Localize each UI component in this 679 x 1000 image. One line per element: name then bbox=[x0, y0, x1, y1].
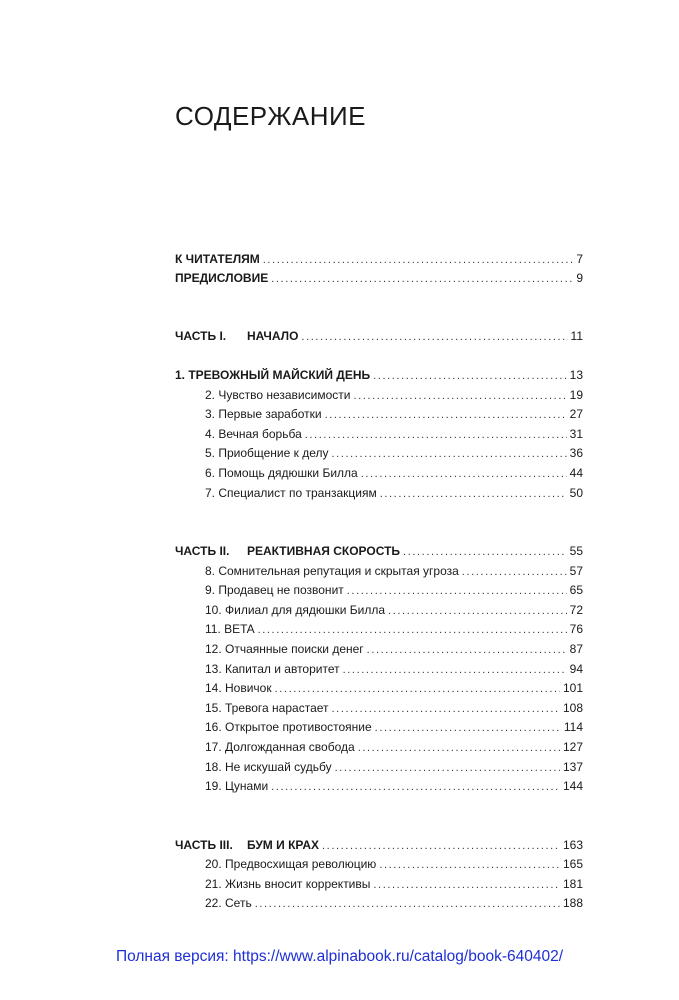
toc-page-number: 50 bbox=[569, 486, 583, 500]
toc-page-number: 163 bbox=[562, 838, 583, 852]
toc-dot-leader bbox=[305, 426, 567, 444]
toc-chapter-21[interactable] bbox=[205, 875, 583, 893]
toc-page-number: 72 bbox=[569, 603, 583, 617]
toc-page-number: 181 bbox=[562, 877, 583, 891]
toc-part-1[interactable] bbox=[175, 327, 583, 345]
toc-page-number: 101 bbox=[562, 681, 583, 695]
toc-chapter-20[interactable] bbox=[205, 855, 583, 873]
toc-dot-leader bbox=[462, 563, 567, 581]
toc-entry-title: ПРЕДИСЛОВИЕ bbox=[175, 271, 269, 285]
toc-entry-title: 1. ТРЕВОЖНЫЙ МАЙСКИЙ ДЕНЬ bbox=[175, 368, 371, 382]
toc-chapter-9[interactable] bbox=[205, 581, 583, 599]
toc-chapter-7[interactable] bbox=[205, 484, 583, 502]
toc-chapter-1[interactable] bbox=[175, 366, 583, 384]
toc-entry-title: 11. BETA bbox=[205, 622, 255, 636]
toc-entry-title: 12. Отчаянные поиски денег bbox=[205, 642, 364, 656]
toc-dot-leader bbox=[361, 465, 567, 483]
toc-entry-title: 5. Приобщение к делу bbox=[205, 446, 329, 460]
toc-dot-leader bbox=[332, 700, 560, 718]
toc-part-label: ЧАСТЬ III. bbox=[175, 838, 233, 852]
toc-page-number: 144 bbox=[562, 779, 583, 793]
toc-page-number: 31 bbox=[569, 427, 583, 441]
toc-entry-title: БУМ И КРАХ bbox=[247, 838, 320, 852]
toc-chapter-8[interactable] bbox=[205, 562, 583, 580]
toc-entry-title: 2. Чувство независимости bbox=[205, 388, 351, 402]
page-title: СОДЕРЖАНИЕ bbox=[175, 101, 367, 131]
toc-entry-title: РЕАКТИВНАЯ СКОРОСТЬ bbox=[247, 544, 401, 558]
toc-entry-title: 22. Сеть bbox=[205, 896, 252, 910]
toc-part-label: ЧАСТЬ II. bbox=[175, 544, 230, 558]
toc-dot-leader bbox=[375, 719, 561, 737]
toc-page-number: 108 bbox=[562, 701, 583, 715]
toc-part-3[interactable] bbox=[175, 836, 583, 854]
toc-dot-leader bbox=[373, 367, 566, 385]
toc-entry-title: 18. Не искушай судьбу bbox=[205, 760, 332, 774]
toc-entry-title: 19. Цунами bbox=[205, 779, 269, 793]
toc-page-number: 127 bbox=[562, 740, 583, 754]
toc-page-number: 11 bbox=[570, 329, 583, 343]
toc-page-number: 27 bbox=[569, 407, 583, 421]
toc-page-number: 87 bbox=[569, 642, 583, 656]
toc-dot-leader bbox=[388, 602, 567, 620]
toc-dot-leader bbox=[322, 837, 560, 855]
toc-page-number: 94 bbox=[569, 662, 583, 676]
toc-entry-title: 8. Сомнительная репутация и скрытая угроза bbox=[205, 564, 459, 578]
toc-dot-leader bbox=[353, 387, 566, 405]
toc-dot-leader bbox=[325, 406, 567, 424]
toc-chapter-16[interactable] bbox=[205, 718, 583, 736]
toc-page-number: 36 bbox=[569, 446, 583, 460]
toc-page-number: 9 bbox=[576, 271, 583, 285]
toc-chapter-13[interactable] bbox=[205, 660, 583, 678]
toc-dot-leader bbox=[271, 778, 560, 796]
toc-dot-leader bbox=[301, 328, 567, 346]
toc-part-2[interactable] bbox=[175, 542, 583, 560]
toc-chapter-11[interactable] bbox=[205, 620, 583, 638]
toc-dot-leader bbox=[379, 856, 560, 874]
toc-chapter-17[interactable] bbox=[205, 738, 583, 756]
toc-page-number: 57 bbox=[569, 564, 583, 578]
toc-entry-title: 6. Помощь дядюшки Билла bbox=[205, 466, 358, 480]
toc-page-number: 13 bbox=[569, 368, 583, 382]
toc-chapter-14[interactable] bbox=[205, 679, 583, 697]
full-version-link[interactable]: Полная версия: https://www.alpinabook.ru/catalog/book-640402/ bbox=[115, 948, 564, 965]
toc-entry-title: НАЧАЛО bbox=[247, 329, 299, 343]
toc-page-number: 137 bbox=[562, 760, 583, 774]
toc-entry-title: 17. Долгожданная свобода bbox=[205, 740, 355, 754]
toc-dot-leader bbox=[403, 543, 567, 561]
toc-dot-leader bbox=[275, 680, 560, 698]
toc-chapter-12[interactable] bbox=[205, 640, 583, 658]
toc-page-number: 188 bbox=[562, 896, 583, 910]
toc-entry-title: 10. Филиал для дядюшки Билла bbox=[205, 603, 386, 617]
toc-page-number: 165 bbox=[562, 857, 583, 871]
toc-entry-title: 7. Специалист по транзакциям bbox=[205, 486, 377, 500]
toc-entry-title: 20. Предвосхищая революцию bbox=[205, 857, 377, 871]
toc-dot-leader bbox=[271, 270, 573, 288]
toc-dot-leader bbox=[358, 739, 560, 757]
toc-entry-title: 13. Капитал и авторитет bbox=[205, 662, 340, 676]
toc-chapter-10[interactable] bbox=[205, 601, 583, 619]
toc-dot-leader bbox=[332, 445, 567, 463]
toc-page-number: 65 bbox=[569, 583, 583, 597]
toc-entry-title: 15. Тревога нарастает bbox=[205, 701, 329, 715]
toc-chapter-18[interactable] bbox=[205, 758, 583, 776]
toc-dot-leader bbox=[367, 641, 567, 659]
toc-entry-title: К ЧИТАТЕЛЯМ bbox=[175, 252, 260, 266]
toc-entry-to-readers[interactable] bbox=[175, 250, 583, 268]
toc-entry-title: 3. Первые заработки bbox=[205, 407, 322, 421]
toc-chapter-5[interactable] bbox=[205, 444, 583, 462]
toc-chapter-2[interactable] bbox=[205, 386, 583, 404]
toc-page-number: 19 bbox=[569, 388, 583, 402]
toc-chapter-3[interactable] bbox=[205, 405, 583, 423]
toc-dot-leader bbox=[343, 661, 567, 679]
toc-page-number: 44 bbox=[569, 466, 583, 480]
toc-page-number: 76 bbox=[569, 622, 583, 636]
toc-entry-title: 9. Продавец не позвонит bbox=[205, 583, 344, 597]
toc-chapter-15[interactable] bbox=[205, 699, 583, 717]
toc-entry-title: 4. Вечная борьба bbox=[205, 427, 302, 441]
toc-entry-preface[interactable] bbox=[175, 269, 583, 287]
toc-dot-leader bbox=[347, 582, 567, 600]
toc-dot-leader bbox=[335, 759, 560, 777]
toc-dot-leader bbox=[263, 251, 574, 269]
toc-chapter-4[interactable] bbox=[205, 425, 583, 443]
toc-dot-leader bbox=[255, 895, 560, 913]
toc-chapter-6[interactable] bbox=[205, 464, 583, 482]
toc-dot-leader bbox=[373, 876, 560, 894]
toc-part-label: ЧАСТЬ I. bbox=[175, 329, 227, 343]
toc-page-number: 114 bbox=[563, 720, 583, 734]
toc-entry-title: 14. Новичок bbox=[205, 681, 272, 695]
toc-chapter-19[interactable] bbox=[205, 777, 583, 795]
toc-entry-title: 21. Жизнь вносит коррективы bbox=[205, 877, 371, 891]
toc-chapter-22[interactable] bbox=[205, 894, 583, 912]
toc-page-number: 55 bbox=[569, 544, 583, 558]
toc-dot-leader bbox=[258, 621, 567, 639]
toc-page-number: 7 bbox=[576, 252, 583, 266]
toc-dot-leader bbox=[380, 485, 567, 503]
toc-entry-title: 16. Открытое противостояние bbox=[205, 720, 372, 734]
